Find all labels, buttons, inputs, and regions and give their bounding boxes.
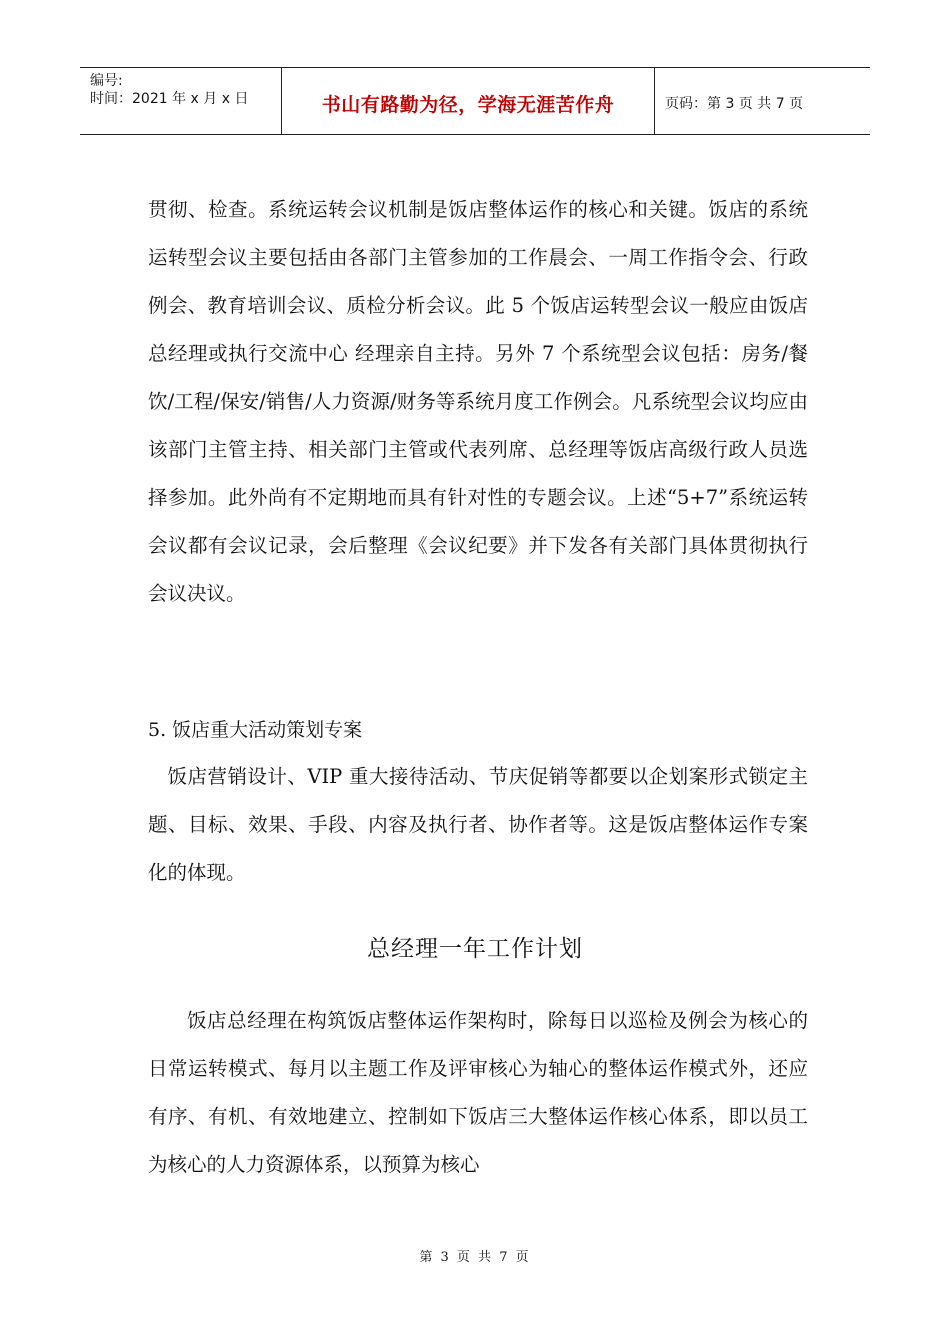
- document-title: 总经理一年工作计划: [367, 936, 583, 962]
- main-paragraph: 饭店总经理在构筑饭店整体运作架构时，除每日以巡检及例会为核心的日常运转模式、每月以主题工作及评审核心为轴心的整体运作模式外，还应有序、有机、有效地建立、控制如下饭店三大整体运作核心体系，即以员工为核心的人力资源体系，以预算为核心: [148, 1009, 808, 1176]
- page-footer: 第 3 页 共 7 页: [419, 1250, 531, 1265]
- paragraph-meeting-system: 贯彻、检查。系统运转会议机制是饭店整体运作的核心和关键。饭店的系统运转型会议主要包括由各部门主管参加的工作晨会、一周工作指令会、行政例会、教育培训会议、质检分析会议。此 5 个饭店运转型会议一般应由饭店总经理或执行交流中心 经理亲自主持。另外 7 个系统型会议包括：房务/餐饮/工程/保安/销售/人力资源/财务等系统月度工作例会。凡系统型会议均应由该部门主管主持、相关部门主管或代表列席、总经理等饭店高级行政人员选择参加。此外尚有不定期地而具有针对性的专题会议。上述“5+7”系统运转会议都有会议记录，会后整理《会议纪要》并下发各有关部门具体贯彻执行会议决议。: [148, 198, 808, 605]
- document-number-label: 编号:: [90, 73, 123, 89]
- motto-text: 书山有路勤为径，学海无涯苦作舟: [321, 93, 615, 116]
- header-page-cell: [655, 68, 870, 134]
- header-meta-cell: [80, 68, 282, 134]
- body-content: [148, 186, 808, 618]
- document-date: 时间：2021 年 x 月 x 日: [90, 91, 249, 107]
- section-heading: 5. 饭店重大活动策划专案: [148, 719, 363, 741]
- page-code: 页码：第 3 页 共 7 页: [665, 96, 804, 112]
- document-header: [80, 67, 870, 135]
- header-motto-cell: [282, 68, 655, 134]
- section-paragraph: 饭店营销设计、VIP 重大接待活动、节庆促销等都要以企划案形式锁定主题、目标、效果、手段、内容及执行者、协作者等。这是饭店整体运作专案化的体现。: [148, 765, 808, 884]
